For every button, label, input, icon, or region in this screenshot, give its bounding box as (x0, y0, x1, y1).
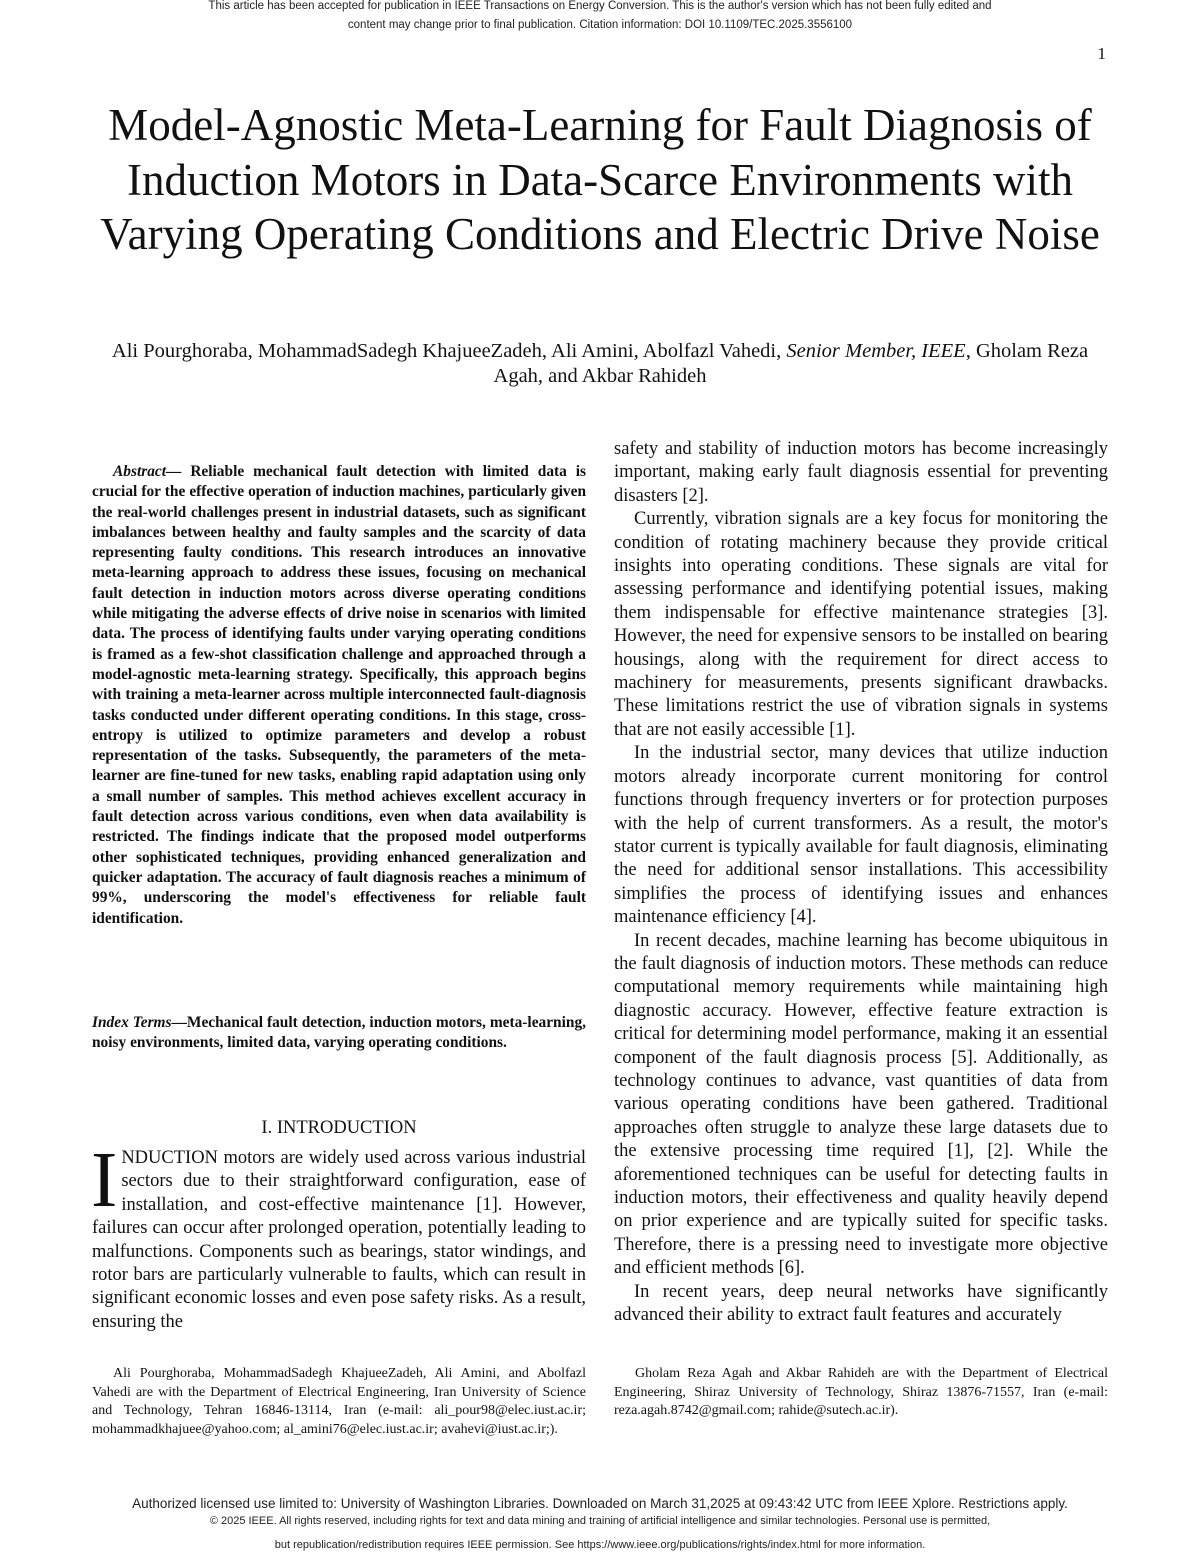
right-column-body (614, 438, 1108, 1327)
footnote-affiliation-iust: Ali Pourghoraba, MohammadSadegh KhajueeZadeh, Ali Amini, and Abolfazl Vahedi are with the Department of Electrical Engineering, Iran University of Science and Technology, Tehran 16846-13114, Iran (e-mail: ali_pour98@elec.iust.ac.ir; mohammadkhajuee@yahoo.com; al_amini76@elec.iust.ac.ir; avahevi@iust.ac.ir;). (92, 1366, 586, 1437)
paragraph-continuation: safety and stability of induction motors has become increasingly important, making early fault diagnosis essential for preventing disasters [2]. (614, 439, 1108, 506)
paper-title: Model-Agnostic Meta-Learning for Fault Diagnosis of Induction Motors in Data-Scarce Environments with Varying Operating Conditions and Electric Drive Noise (100, 100, 1100, 259)
index-terms-text: —Mechanical fault detection, induction motors, meta-learning, noisy environments, limited data, varying operating conditions. (92, 1014, 586, 1052)
author-membership: Senior Member, IEEE (786, 340, 966, 362)
drop-cap: I (91, 1137, 118, 1224)
publication-notice-line-1: This article has been accepted for publication in IEEE Transactions on Energy Conversion. This is the author's version which has not been fully edited and (208, 0, 992, 12)
footnote-affiliation-shiraz: Gholam Reza Agah and Akbar Rahideh are with the Department of Electrical Engineering, Shiraz University of Technology, Shiraz 13876-71557, Iran (e-mail: reza.agah.8742@gmail.com; rahide@sutech.ac.ir). (614, 1366, 1108, 1418)
paragraph-deep-neural-networks: In recent years, deep neural networks have significantly advanced their ability to extract fault features and accurately (614, 1281, 1108, 1326)
copyright-line-2: but republication/redistribution requires IEEE permission. See https://www.ieee.org/publications/rights/index.html for more information. (274, 1539, 926, 1551)
license-footer (0, 1495, 1200, 1553)
paragraph-machine-learning: In recent decades, machine learning has become ubiquitous in the fault diagnosis of induction motors. These methods can reduce computational memory requirements while maintaining high diagnostic accuracy. However, effective feature extraction is critical for determining model performance, making it an essential component of the fault diagnosis process [5]. Additionally, as technology continues to advance, vast quantities of data from various operating conditions have been gathered. Traditional approaches often struggle to analyze these large datasets due to the extensive processing time required [1], [2]. While the aforementioned techniques can be useful for detecting faults in induction motors, their effectiveness and quality heavily depend on prior experience and are typically suited for specific tasks. Therefore, there is a pressing need to investigate more objective and efficient methods [6]. (614, 930, 1108, 1279)
paragraph-current-monitoring: In the industrial sector, many devices that utilize induction motors already incorporate current monitoring for control functions through frequency inverters or for protection purposes with the help of current transformers. As a result, the motor's stator current is typically available for fault diagnosis, eliminating the need for additional sensor installations. This accessibility simplifies the process of identifying issues and enhances maintenance efficiency [4]. (614, 743, 1108, 928)
abstract-text: Reliable mechanical fault detection with limited data is crucial for the effective operation of induction machines, particularly given the real-world challenges present in industrial datasets, such as significant imbalances between healthy and faulty samples and the scarcity of data representing faulty conditions. This research introduces an innovative meta-learning approach to address these issues, focusing on mechanical fault detection in induction motors across diverse operating conditions while mitigating the adverse effects of drive noise in scenarios with limited data. The process of identifying faults under varying operating conditions is framed as a few-shot classification challenge and approached through a model-agnostic meta-learning strategy. Specifically, this approach begins with training a meta-learner across multiple interconnected fault-diagnosis tasks conducted under different operating conditions. In this stage, cross-entropy is utilized to optimize parameters and develop a robust representation of the tasks. Subsequently, the parameters of the meta-learner are fine-tuned for new tasks, enabling rapid adaptation using only a small number of samples. This method achieves excellent accuracy in fault detection across various conditions, even when data availability is restricted. The findings indicate that the proposed model outperforms other sophisticated techniques, providing enhanced generalization and quicker adaptation. The accuracy of fault diagnosis reaches a minimum of 99%, underscoring the model's effectiveness for reliable fault identification. (92, 463, 586, 927)
section-heading-introduction: I. INTRODUCTION (261, 1118, 417, 1138)
abstract-label: Abstract— (113, 463, 182, 480)
publication-notice-line-2: content may change prior to final publication. Citation information: DOI 10.1109/TEC.2025.3556100 (347, 19, 853, 31)
publication-notice (0, 0, 1200, 35)
license-line: Authorized licensed use limited to: University of Washington Libraries. Downloaded on March 31,2025 at 09:43:42 UTC from IEEE Xplore. Restrictions apply. (132, 1496, 1068, 1511)
abstract (92, 462, 586, 929)
authors-names-part-2: , Gholam Reza Agah, and Akbar Rahideh (493, 340, 1089, 387)
page-number: 1 (1097, 44, 1106, 63)
authors-names-part-1: Ali Pourghoraba, MohammadSadegh KhajueeZadeh, Ali Amini, Abolfazl Vahedi, (111, 340, 787, 362)
index-terms (92, 1013, 586, 1054)
author-list (95, 339, 1105, 388)
index-terms-label: Index Terms (92, 1014, 172, 1031)
introduction-text: NDUCTION motors are widely used across various industrial sectors due to their straightforward configuration, ease of installation, and cost-effective maintenance [1]. However, failures can occur after prolonged operation, potentially leading to malfunctions. Components such as bearings, stator windings, and rotor bars are particularly vulnerable to faults, which can result in significant economic losses and even pose safety risks. As a result, ensuring the (92, 1148, 586, 1332)
introduction-paragraph (91, 1137, 586, 1334)
copyright-line-1: © 2025 IEEE. All rights reserved, including rights for text and data mining and training of artificial intelligence and similar technologies. Personal use is permitted, (209, 1515, 991, 1527)
paragraph-vibration-signals: Currently, vibration signals are a key focus for monitoring the condition of rotating machinery because they provide critical insights into operating conditions. These signals are vital for assessing performance and identifying potential issues, making them indispensable for effective maintenance strategies [3]. However, the need for expensive sensors to be installed on bearing housings, along with the requirement for direct access to machinery for measurements, presents significant drawbacks. These limitations restrict the use of vibration signals in systems that are not easily accessible [1]. (614, 509, 1108, 740)
